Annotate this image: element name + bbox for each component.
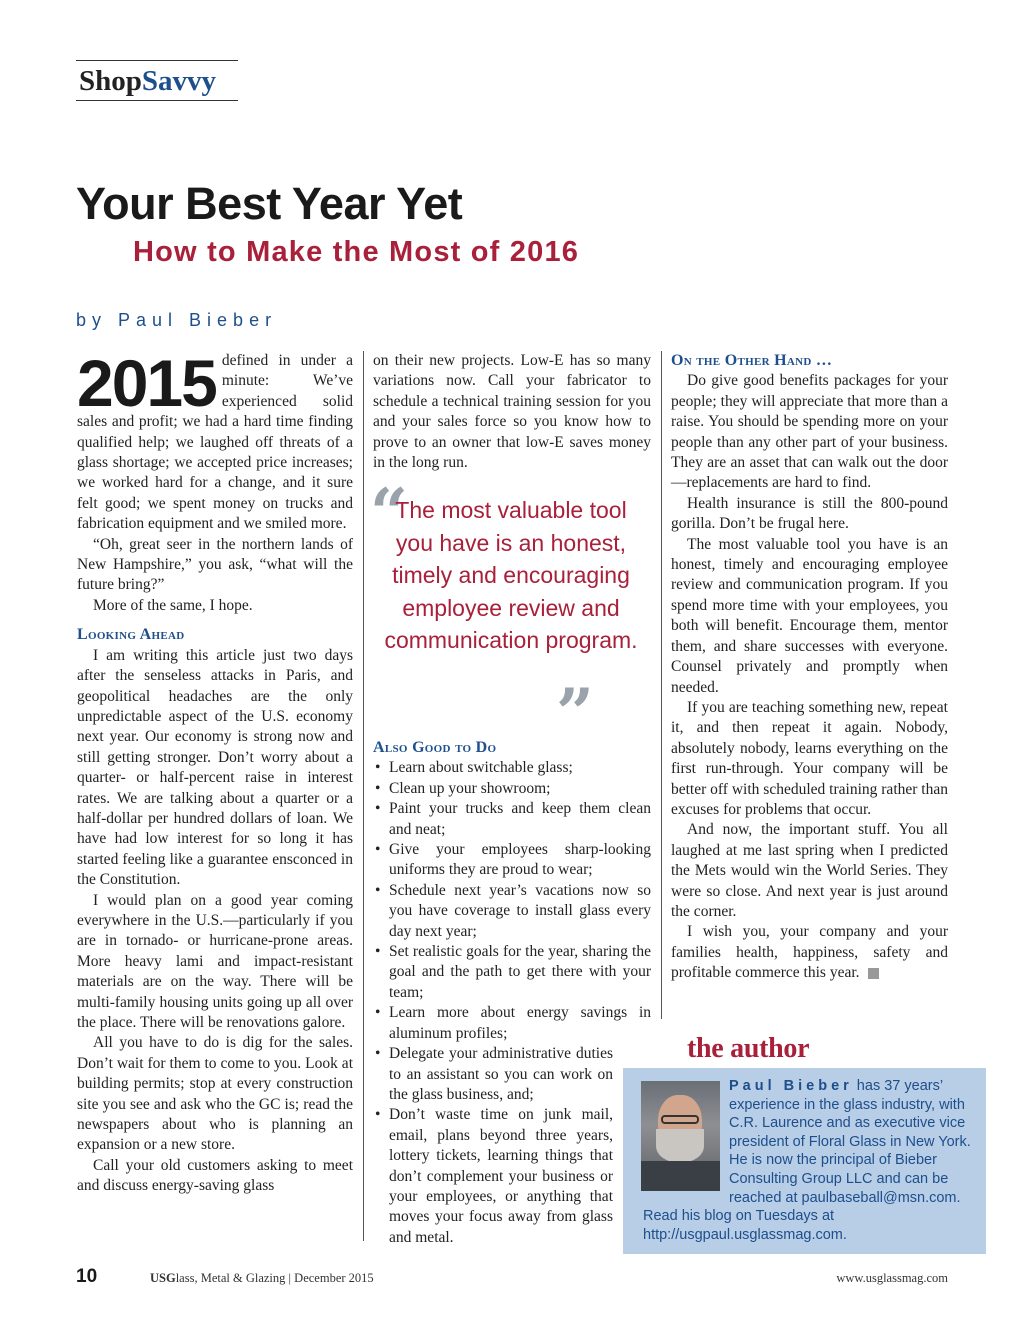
list-item: • Learn more about energy savings in aluminum profiles; bbox=[373, 1003, 651, 1044]
section-heading-looking-ahead: Looking Ahead bbox=[77, 626, 185, 644]
paragraph: Health insurance is still the 800-pound gorilla. Don’t be frugal here. bbox=[671, 494, 948, 533]
intro-text: defined in under a minute: We’ve experienced solid sales and profit; we had a hard time finding qualified help; we laughed off threats of a glass shortage; we accepted price increases; we worked hard for a change, and it sure felt good; we spent money on trucks and fabrication equipment and we smiled more. bbox=[77, 352, 353, 533]
issue-date: December 2015 bbox=[294, 1271, 374, 1285]
author-box-title: the author bbox=[687, 1033, 810, 1064]
article-subtitle: How to Make the Most of 2016 bbox=[133, 236, 580, 268]
paragraph: Do give good benefits packages for your people; they will appreciate that more than a raise. You should be spending more on your people than any other part of your business. They are an asset that can walk out the door—replacements are hard to find. bbox=[671, 372, 948, 492]
list-item: • Schedule next year’s vacations now so you have coverage to install glass every day next year; bbox=[373, 881, 651, 942]
list-item: • Learn about switchable glass; bbox=[373, 758, 651, 778]
author-bio bbox=[643, 1077, 975, 1244]
column-divider bbox=[661, 351, 662, 1019]
column-3 bbox=[671, 351, 948, 984]
author-name: Paul Bieber bbox=[729, 1078, 853, 1094]
paragraph: All you have to do is dig for the sales. Don’t wait for them to come to you. Look at building permits; stop at every construction site you see and ask who the GC is; read the newspapers about who is planning an expansion or a new store. bbox=[77, 1034, 353, 1154]
paragraph: The most valuable tool you have is an honest, timely and encouraging employee review and communication program. If you spend more time with your employees, you both will benefit. Encourage them, mentor them, and share successes with everyone. Counsel privately and promptly when needed. bbox=[671, 535, 948, 696]
list-item: • Delegate your administrative duties to an assistant so you can work on the glass business, and; bbox=[373, 1044, 613, 1105]
end-mark-icon bbox=[868, 968, 879, 979]
paragraph: Call your old customers asking to meet and discuss energy-saving glass bbox=[77, 1156, 353, 1195]
pull-quote: The most valuable tool you have is an honest, timely and encouraging employee review and communication program. bbox=[384, 497, 638, 654]
bullet-list bbox=[373, 758, 651, 1248]
paragraph: I am writing this article just two days after the senseless attacks in Paris, and geopolitical headaches are the only unpredictable aspect of the U.S. economy next year. Our economy is strong now and still getting stronger. Don’t worry about a quarter- or half-percent raise in interest rates. We are talking about a quarter or a half-dollar per hundred dollars of loan. We have had low interest for so long it has started feeling like a guarantee ensconced in the Constitution. bbox=[77, 646, 353, 889]
paragraph: I would plan on a good year coming everywhere in the U.S.—particularly if you are in tornado- or hurricane-prone areas. More heavy lami and impact-resistant materials are on the way. There will be multi-family housing units going up all over the place. There will be renovations galore. bbox=[77, 891, 353, 1031]
intro-paragraph bbox=[77, 346, 353, 535]
drop-cap: 2015 bbox=[77, 346, 216, 420]
author-bio-text: has 37 years’ experience in the glass industry, with C.R. Laurence and as executive vice president of Floral Glass in New York. He is now the principal of Bieber Consulting Group LLC and can be reached at paulbaseball@msn.com. Read his blog on Tuesdays at http://usgpaul.usglassmag.com. bbox=[643, 1078, 971, 1243]
paragraph: on their new projects. Low-E has so many variations now. Call your fabricator to schedule a technical training session for you and your sales force so you know how to prove to an owner that low-E saves money in the long run. bbox=[373, 352, 651, 472]
paragraph: And now, the important stuff. You all laughed at me last spring when I predicted the Mets would win the World Series. They were so close. And next year is just around the corner. bbox=[671, 821, 948, 920]
closing-text: I wish you, your company and your families health, happiness, safety and profitable commerce this year. bbox=[671, 923, 948, 982]
section-brand bbox=[76, 60, 238, 101]
open-quote-icon: “ bbox=[370, 474, 408, 552]
list-item: • Clean up your showroom; bbox=[373, 779, 651, 799]
paragraph: “Oh, great seer in the northern lands of New Hampshire,” you ask, “what will the future bring?” bbox=[77, 535, 353, 594]
list-item: • Don’t waste time on junk mail, email, plans beyond three years, lottery tickets, learning things that don’t complement your business or your employees, or anything that moves your focus away from glass and metal. bbox=[373, 1105, 613, 1248]
article-title: Your Best Year Yet bbox=[76, 178, 463, 229]
paragraph bbox=[671, 922, 948, 983]
footer-separator: | bbox=[285, 1271, 295, 1285]
byline: by Paul Bieber bbox=[76, 310, 278, 330]
publication-line bbox=[150, 1271, 374, 1286]
page-number: 10 bbox=[76, 1266, 98, 1287]
paragraph: If you are teaching something new, repeat it, and then repeat it again. Nobody, absolutely nobody, learns everything on the first run-through. Your company will be better off with scheduled training rather than excuses for problems that occur. bbox=[671, 698, 948, 818]
close-quote-icon: ” bbox=[556, 674, 594, 752]
brand-savvy: Savvy bbox=[141, 65, 217, 97]
list-item: • Set realistic goals for the year, sharing the goal and the path to get there with your team; bbox=[373, 942, 651, 1003]
footer-url: www.usglassmag.com bbox=[836, 1271, 948, 1285]
list-item: • Give your employees sharp-looking uniforms they are proud to wear; bbox=[373, 840, 651, 881]
publication-name-rest: lass, Metal & Glazing bbox=[175, 1271, 286, 1285]
section-heading-also-good: Also Good to Do bbox=[373, 739, 497, 756]
section-heading-other-hand: On the Other Hand … bbox=[671, 352, 833, 369]
publication-name-bold: USG bbox=[150, 1271, 176, 1285]
page-footer bbox=[76, 1266, 948, 1290]
column-divider bbox=[363, 351, 364, 1241]
brand-shop: Shop bbox=[79, 65, 142, 97]
paragraph: More of the same, I hope. bbox=[93, 596, 253, 614]
column-2-lower bbox=[373, 738, 651, 1248]
column-1 bbox=[77, 346, 353, 1197]
list-item: • Paint your trucks and keep them clean and neat; bbox=[373, 799, 651, 840]
column-2 bbox=[373, 351, 651, 473]
